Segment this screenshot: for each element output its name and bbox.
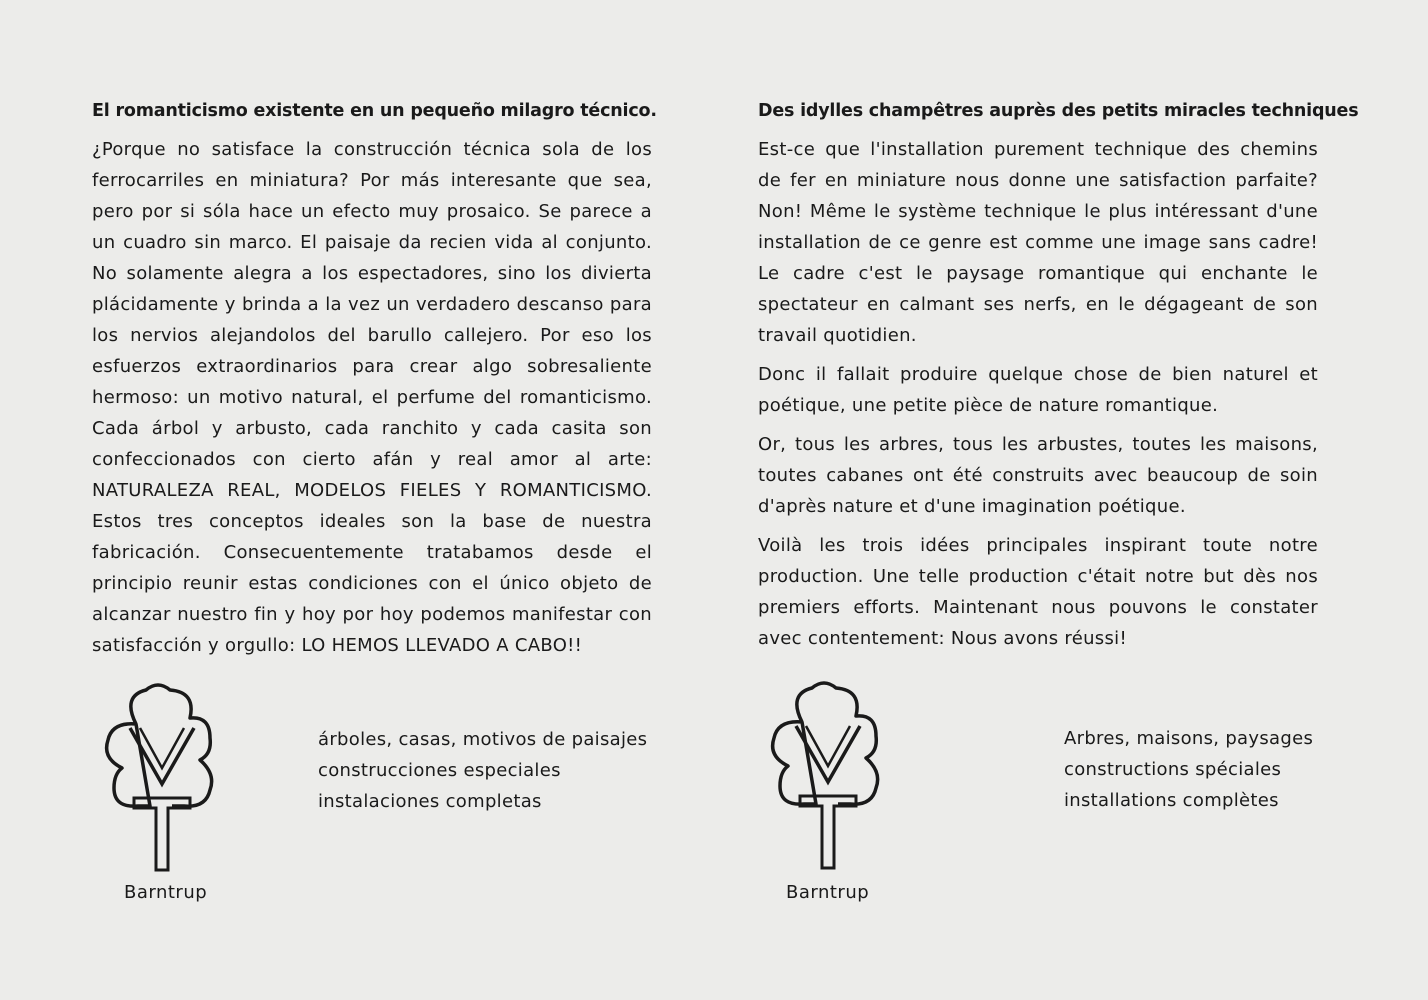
service-item: Arbres, maisons, paysages xyxy=(1064,728,1314,749)
french-paragraph: Est-ce que l'installation purement technique des chemins de fer en miniature nous donne une satisfaction parfaite? Non! Même le système technique le plus intéressant d'une installation de ce genre est comme une image sans cadre! Le cadre c'est le paysage romantique qui enchante le spectateur en calmant ses nerfs, en le dégageant de son travail quotidien. xyxy=(758,139,1318,346)
french-services-list xyxy=(1064,723,1313,816)
french-paragraph: Or, tous les arbres, tous les arbustes, toutes les maisons, toutes cabanes ont été construits avec beaucoup de soin d'après nature et d'une imagination poétique. xyxy=(758,434,1318,517)
spanish-heading: El romanticismo existente en un pequeño milagro técnico. xyxy=(92,101,657,121)
service-item: constructions spéciales xyxy=(1064,759,1282,780)
spanish-paragraph: ¿Porque no satisface la construcción técnica sola de los ferrocarriles en miniatura? Por más interesante que sea, pero por si sóla hace un efecto muy prosaico. Se parece a un cuadro sin marco. El paisaje da recien vida al conjunto. No solamente alegra a los espectadores, sino los divierta plácidamente y brinda a la vez un verdadero descanso para los nervios alejandolos del barullo callejero. Por eso los esfuerzos extraordinarios para crear algo sobresaliente hermoso: un motivo natural, el perfume del romanticismo. Cada árbol y arbusto, cada ranchito y cada casita son confeccionados con cierto afán y real amor al arte: NATURALEZA REAL, MODELOS FIELES Y ROMANTICISMO. Estos tres conceptos ideales son la base de nuestra fabricación. Consecuentemente tratabamos desde el principio reunir estas condiciones con el único objeto de alcanzar nuestro fin y hoy por hoy podemos manifestar con satisfacción y orgullo: LO HEMOS LLEVADO A CABO!! xyxy=(92,139,652,656)
logo-caption: Barntrup xyxy=(786,882,870,903)
service-item: installations complètes xyxy=(1064,790,1279,811)
french-paragraph: Voilà les trois idées principales inspirant toute notre production. Une telle production c'était notre but dès nos premiers efforts. Maintenant nous pouvons le constater avec contentement: Nous avons réussi! xyxy=(758,535,1318,649)
spanish-text-column xyxy=(92,96,657,669)
vt-tree-logo-icon xyxy=(92,678,232,878)
service-item: instalaciones completas xyxy=(318,791,542,812)
logo-caption: Barntrup xyxy=(124,882,208,903)
service-item: construcciones especiales xyxy=(318,760,561,781)
french-heading: Des idylles champêtres auprès des petits miracles techniques xyxy=(758,101,1359,121)
spanish-services-list xyxy=(318,724,647,817)
french-text-column xyxy=(758,96,1359,662)
vt-tree-logo-icon xyxy=(758,676,898,876)
service-item: árboles, casas, motivos de paisajes xyxy=(318,729,648,750)
french-paragraph: Donc il fallait produire quelque chose de bien naturel et poétique, une petite pièce de nature romantique. xyxy=(758,364,1318,416)
